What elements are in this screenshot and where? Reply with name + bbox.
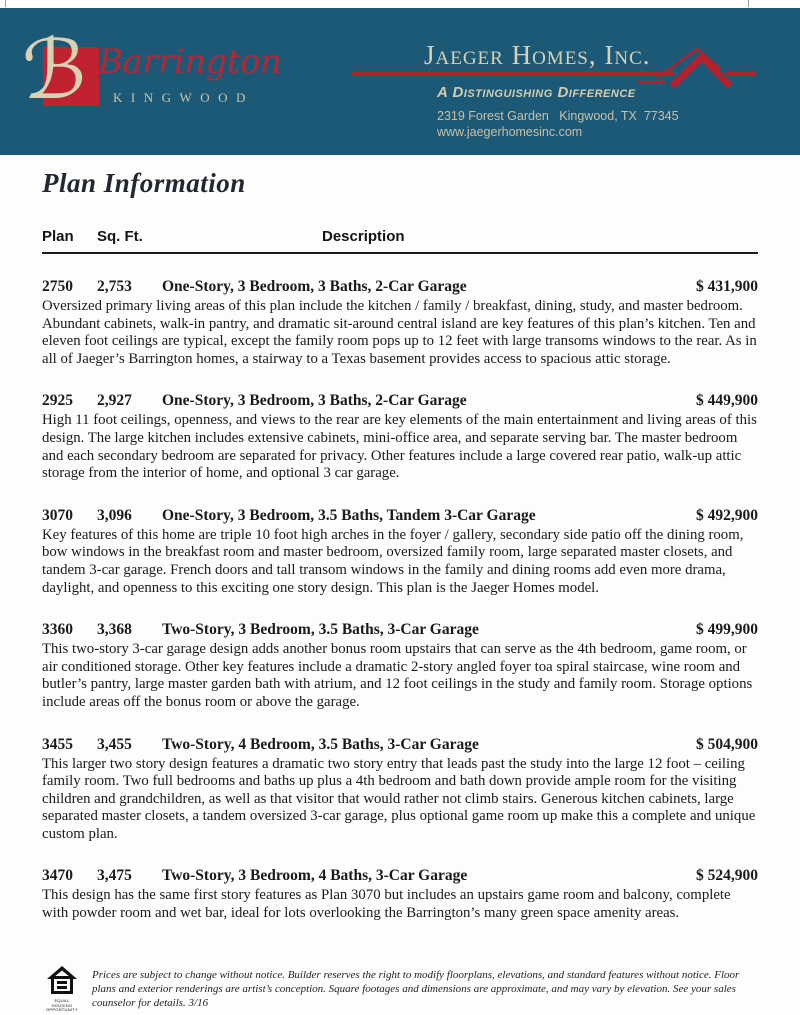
plan-price: $ 431,900 xyxy=(696,278,758,295)
plan-title: One-Story, 3 Bedroom, 3.5 Baths, Tandem 3-Car Garage xyxy=(162,506,536,524)
plan-row-2750 xyxy=(42,278,758,368)
plan-sqft: 2,753 xyxy=(97,278,132,295)
plan-description: This larger two story design features a dramatic two story entry that leads past the study into the large 12 foot – ceiling family room. Two full bedrooms and baths up plus a 4th bedroom and bath down provide ample room for the visiting children and grandchildren, as well as that visitor that would rather not climb stairs. Generous kitchen cabinets, large separated master closets, a tandem oversized 3-car garage, plus optional game room up make this a complete and unique custom plan. xyxy=(42,755,756,842)
plan-sqft: 3,475 xyxy=(97,867,132,885)
plan-description: This design has the same first story features as Plan 3070 but includes an upstairs game room and balcony, complete with powder room and wet bar, ideal for lots overlooking the Barrington’s many green space amenity areas. xyxy=(42,887,731,922)
table-header-row xyxy=(42,228,758,245)
plan-summary xyxy=(42,507,758,525)
plan-sqft: 2,927 xyxy=(97,392,132,410)
plan-title: Two-Story, 3 Bedroom, 4 Baths, 3-Car Garage xyxy=(162,867,468,885)
registration-mark xyxy=(748,0,749,7)
plan-information-body xyxy=(42,168,758,923)
plan-number: 3470 xyxy=(42,867,73,885)
jaeger-homes-wordmark: Jaeger Homes, Inc. xyxy=(424,40,651,70)
plan-row-3360 xyxy=(42,621,758,711)
col-header-description: Description xyxy=(322,228,405,245)
plan-row-3470 xyxy=(42,867,758,922)
equal-housing-caption: EQUAL HOUSING OPPORTUNITY xyxy=(45,998,79,1012)
equal-housing-logo xyxy=(45,966,79,1013)
plan-title: Two-Story, 4 Bedroom, 3.5 Baths, 3-Car Garage xyxy=(162,735,479,753)
col-header-sqft: Sq. Ft. xyxy=(97,228,143,245)
plan-summary xyxy=(42,621,758,639)
plan-price: $ 504,900 xyxy=(696,735,758,753)
header-rule xyxy=(42,252,758,254)
plan-summary xyxy=(42,867,758,885)
letterhead-band xyxy=(0,8,800,155)
barrington-monogram-b: ℬ xyxy=(22,23,87,118)
plan-number: 3455 xyxy=(42,735,73,753)
registration-mark xyxy=(5,0,6,7)
plan-summary xyxy=(42,736,758,754)
plan-title: Two-Story, 3 Bedroom, 3.5 Baths, 3-Car Garage xyxy=(162,621,479,639)
plan-sqft: 3,096 xyxy=(97,506,132,524)
plan-description: This two-story 3-car garage design adds another bonus room upstairs that can serve as the 4th bedroom, game room, or air conditioned storage. Other key features include a dramatic 2-story angled foyer toa spiral staircase, wine room and butler’s pantry, large master garden bath with atrium, and 12 foot ceilings in the study and family room. Storage options include areas off the bonus room or above the garage. xyxy=(42,641,753,710)
plan-description: Key features of this home are triple 10 foot high arches in the foyer / gallery, secondary side patio off the dining room, bow windows in the breakfast room and master bedroom, oversized family room, large separated master closets, and tandem 3-car garage. French doors and tall transom windows in the family and dining rooms add even more drama, daylight, and openness to this exciting one story design. This plan is the Jaeger Homes model. xyxy=(42,526,744,596)
plan-title: One-Story, 3 Bedroom, 3 Baths, 2-Car Garage xyxy=(162,278,467,295)
plan-sqft: 3,455 xyxy=(97,735,132,753)
disclaimer-text: Prices are subject to change without notice. Builder reserves the right to modify floorplans, elevations, and standard features without notice. Floor plans and exterior renderings are artist’s conception. Square footages and dimensions are approximate, and may vary by elevation. See your sales counselor for details. 3/16 xyxy=(92,969,740,1009)
plan-number: 2750 xyxy=(42,278,73,295)
plan-price: $ 524,900 xyxy=(696,867,758,885)
plan-row-3070 xyxy=(42,507,758,597)
col-header-plan: Plan xyxy=(42,228,74,245)
disclaimer-footer xyxy=(45,966,760,1013)
plan-number: 2925 xyxy=(42,392,73,410)
plan-title: One-Story, 3 Bedroom, 3 Baths, 2-Car Garage xyxy=(162,392,467,410)
jaeger-tagline: A Distinguishing Difference xyxy=(437,84,636,101)
plan-description: Oversized primary living areas of this plan include the kitchen / family / breakfast, dining, study, and master bedroom. Abundant cabinets, walk-in pantry, and dramatic sit-around central island are key features of this plan’s kitchen. Ten and eleven foot ceilings are typical, except the family room pops up to 12 feet with large transoms windows to the rear. As in all of Jaeger’s Barrington homes, a stairway to a Texas basement provides access to spacious attic storage. xyxy=(42,298,757,367)
plan-number: 3070 xyxy=(42,506,73,524)
barrington-wordmark: Barrington xyxy=(98,42,282,82)
roofline-icon xyxy=(352,30,756,88)
jaeger-address: 2319 Forest Garden Kingwood, TX 77345 xyxy=(437,109,679,123)
plan-row-3455 xyxy=(42,736,758,844)
plan-sqft: 3,368 xyxy=(97,621,132,639)
plan-summary xyxy=(42,278,758,296)
plan-price: $ 449,900 xyxy=(696,392,758,410)
plan-summary xyxy=(42,392,758,410)
plan-number: 3360 xyxy=(42,621,73,639)
kingwood-wordmark: KINGWOOD xyxy=(113,90,254,105)
plan-price: $ 499,900 xyxy=(696,621,758,639)
plan-row-2925 xyxy=(42,392,758,482)
plan-description: High 11 foot ceilings, openness, and views to the rear are key elements of the main entertainment and living areas of this design. The large kitchen includes extensive cabinets, mini-office area, and separate serving bar. The master bedroom and each secondary bedroom are separated for privacy. Other features include a large covered rear patio, walk-up attic storage from the interior of home, and optional 3 car garage. xyxy=(42,412,757,482)
plan-price: $ 492,900 xyxy=(696,506,758,524)
equal-housing-house-icon xyxy=(47,966,77,994)
jaeger-website: www.jaegerhomesinc.com xyxy=(437,125,583,139)
page-title: Plan Information xyxy=(42,168,246,198)
